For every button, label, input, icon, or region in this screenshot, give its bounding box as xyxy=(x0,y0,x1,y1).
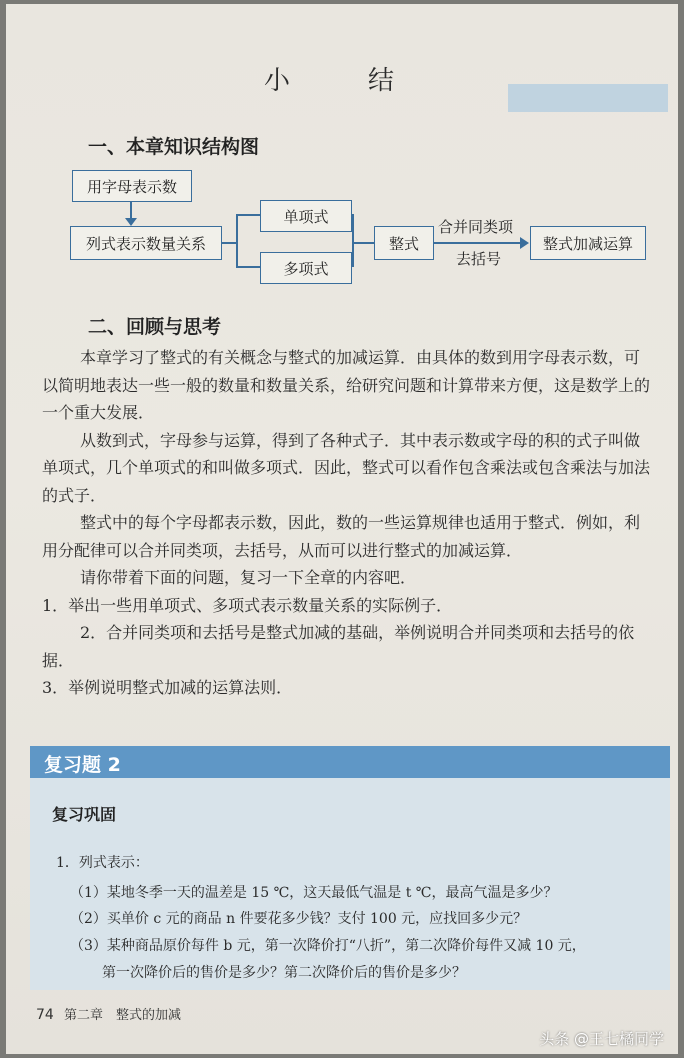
review-exercises-banner xyxy=(30,746,670,778)
review-text xyxy=(42,344,654,702)
question-item: 2．合并同类项和去括号是整式加减的基础，举例说明合并同类项和去括号的依据． xyxy=(42,623,635,670)
paragraph: 整式中的每个字母都表示数，因此，数的一些运算规律也适用于整式．例如，利用分配律可以合并同类项，去括号，从而可以进行整式的加减运算． xyxy=(42,513,641,560)
box-letters-represent-numbers: 用字母表示数 xyxy=(72,170,192,202)
review-panel xyxy=(30,778,670,990)
box-addition-subtraction: 整式加减运算 xyxy=(530,226,646,260)
paragraph: 从数到式，字母参与运算，得到了各种式子．其中表示数或字母的积的式子叫做单项式，几个单项式的和叫做多项式．因此，整式可以看作包含乘法或包含乘法与加法的式子． xyxy=(42,430,651,505)
page-title: 小 结 xyxy=(263,66,420,96)
arrow-label-remove-brackets: 去括号 xyxy=(456,250,502,268)
box-monomial: 单项式 xyxy=(260,200,352,232)
exercise-1-3-continued: 第一次降价后的售价是多少？第二次降价后的售价是多少？ xyxy=(102,965,466,981)
section1-heading: 一、本章知识结构图 xyxy=(88,136,260,158)
connector xyxy=(236,214,238,267)
review-subtitle: 复习巩固 xyxy=(52,805,117,824)
box-expression-relations: 列式表示数量关系 xyxy=(70,226,222,260)
exercise-1-3: （3）某种商品原价每件 b 元，第一次降价打“八折”，第二次降价每件又减 10 元， xyxy=(70,938,586,954)
chapter-name: 第二章 整式的加减 xyxy=(63,1008,181,1023)
exercise-1-1: （1）某地冬季一天的温差是 15 ℃，这天最低气温是 t ℃，最高气温是多少？ xyxy=(70,885,558,901)
box-integral-expression: 整式 xyxy=(374,226,434,260)
connector-arrow-line xyxy=(433,242,523,244)
connector xyxy=(236,214,260,216)
paragraph: 请你带着下面的问题，复习一下全章的内容吧． xyxy=(80,568,417,587)
page-footer xyxy=(36,1004,181,1023)
connector xyxy=(352,242,374,244)
paragraph: 本章学习了整式的有关概念与整式的加减运算．由具体的数到用字母表示数，可以简明地表达一些一般的数量和数量关系，给研究问题和计算带来方便，这是数学上的一个重大发展． xyxy=(42,348,651,422)
connector xyxy=(236,266,260,268)
connector xyxy=(221,242,237,244)
review-exercises-title: 复习题 2 xyxy=(44,754,121,776)
section2-heading: 二、回顾与思考 xyxy=(88,316,222,338)
connector xyxy=(352,214,354,267)
question-item: 1．举出一些用单项式、多项式表示数量关系的实际例子． xyxy=(42,595,453,615)
textbook-page xyxy=(6,4,678,1054)
arrow-right-icon xyxy=(520,237,529,249)
arrow-label-combine: 合并同类项 xyxy=(438,218,514,236)
watermark-text: 头条 @王七橘同学 xyxy=(539,1030,664,1048)
question-item: 3．举例说明整式加减的运算法则． xyxy=(42,678,293,697)
page-number: 74 xyxy=(36,1007,54,1023)
exercise-1-2: （2）买单价 c 元的商品 n 件要花多少钱？支付 100 元，应找回多少元？ xyxy=(70,911,528,927)
exercise-1: 1．列式表示： xyxy=(56,855,149,871)
box-polynomial: 多项式 xyxy=(260,252,352,284)
arrow-down-icon xyxy=(125,218,137,226)
